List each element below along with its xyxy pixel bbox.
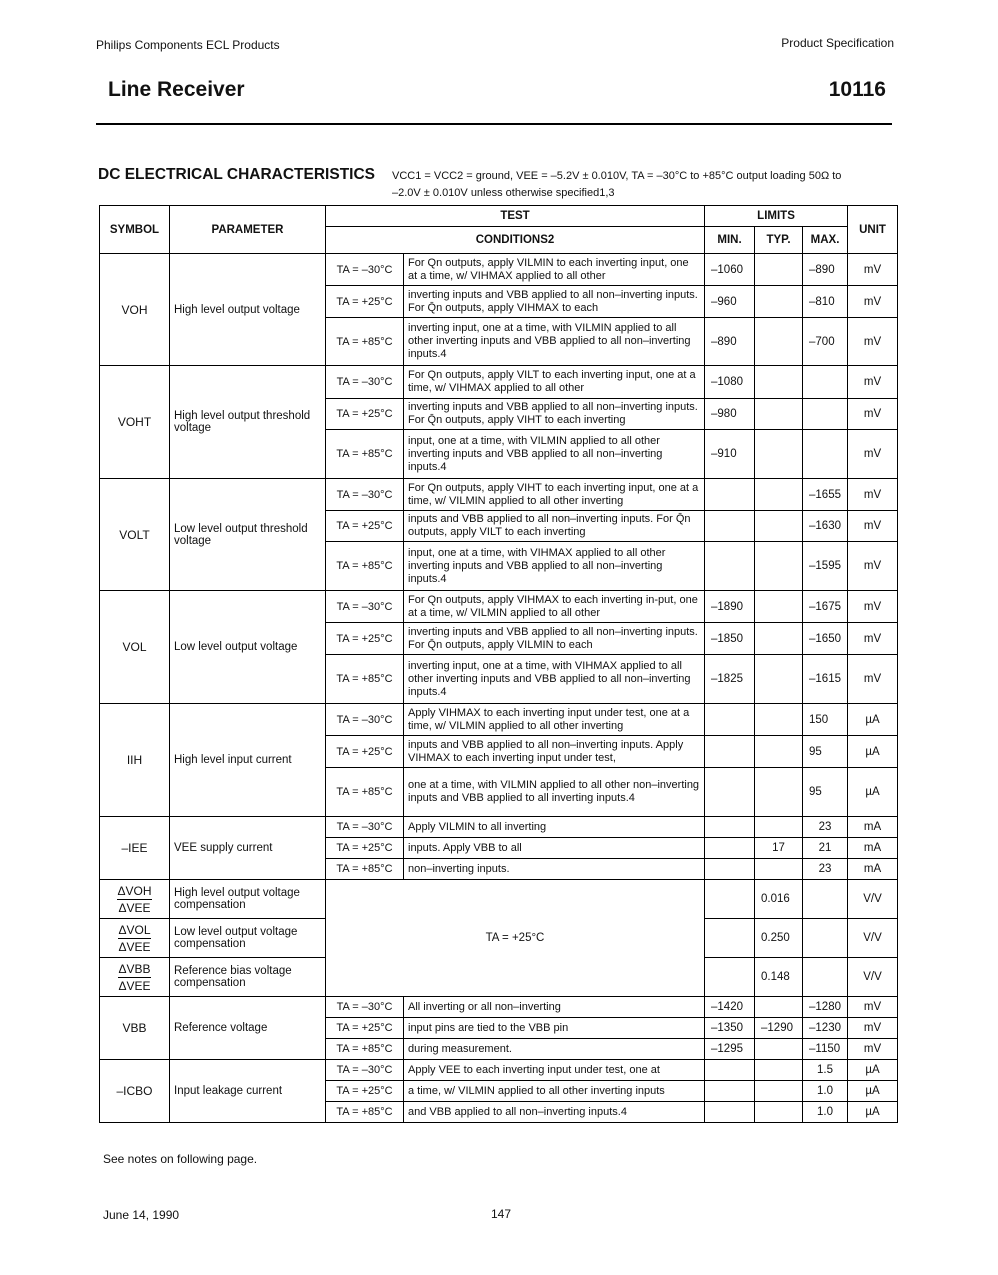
condition-cell: All inverting or all non–inverting <box>404 997 705 1018</box>
condition-cell: input pins are tied to the VBB pin <box>404 1018 705 1039</box>
typ-cell <box>755 817 803 838</box>
document-type: Product Specification <box>781 36 894 50</box>
min-cell <box>705 880 755 919</box>
symbol-iih: IIH <box>100 704 170 817</box>
condition-cell: inverting input, one at a time, with VILMIN applied to all other inverting inputs and VBB applied to all non–inverting inputs.4 <box>404 318 705 366</box>
min-cell <box>705 1081 755 1102</box>
unit-cell: V/V <box>848 880 898 919</box>
temp-cell: TA = +25°C <box>326 838 404 859</box>
parameter-voht: High level output threshold voltage <box>170 366 326 479</box>
condition-cell: For Qn outputs, apply VILT to each inverting input, one at a time, w/ VIHMAX applied to all other <box>404 366 705 399</box>
conditions-line-1: VCC1 = VCC2 = ground, VEE = –5.2V ± 0.010V, TA = –30°C to +85°C output loading 50Ω to <box>392 170 842 182</box>
max-cell: –890 <box>803 254 848 286</box>
part-number: 10116 <box>828 78 886 101</box>
max-cell <box>803 958 848 997</box>
table-row <box>100 817 898 838</box>
unit-cell: mV <box>848 286 898 318</box>
temp-cell: TA = +25°C <box>326 736 404 768</box>
condition-cell: For Qn outputs, apply VIHMAX to each inverting in-put, one at a time, w/ VILMIN applied to all other <box>404 591 705 623</box>
max-cell <box>803 366 848 399</box>
unit-cell: mV <box>848 399 898 430</box>
condition-cell: during measurement. <box>404 1039 705 1060</box>
condition-cell: one at a time, with VILMIN applied to all other non–inverting inputs and VBB applied to all inverting inputs.4 <box>404 768 705 817</box>
condition-cell: inverting inputs and VBB applied to all non–inverting inputs. For Q̄n outputs, apply VILMIN to each <box>404 623 705 655</box>
unit-cell: µA <box>848 704 898 736</box>
max-cell: –1630 <box>803 511 848 542</box>
max-cell: –1595 <box>803 542 848 591</box>
table-row <box>100 1060 898 1081</box>
temp-cell: TA = +25°C <box>326 1018 404 1039</box>
typ-cell <box>755 399 803 430</box>
typ-cell <box>755 366 803 399</box>
temp-cell: TA = –30°C <box>326 817 404 838</box>
unit-cell: µA <box>848 1102 898 1123</box>
condition-cell: non–inverting inputs. <box>404 859 705 880</box>
unit-cell: mV <box>848 997 898 1018</box>
min-cell <box>705 511 755 542</box>
min-cell: –1890 <box>705 591 755 623</box>
unit-cell: mV <box>848 542 898 591</box>
min-cell: –1850 <box>705 623 755 655</box>
symbol-voht: VOHT <box>100 366 170 479</box>
parameter-voh: High level output voltage <box>170 254 326 366</box>
fraction-numerator: ΔVOL <box>118 922 151 937</box>
temp-cell: TA = +85°C <box>326 768 404 817</box>
condition-cell: inputs and VBB applied to all non–inverting inputs. For Q̄n outputs, apply VILT to each inverting <box>404 511 705 542</box>
typ-cell <box>755 1102 803 1123</box>
typ-cell <box>755 542 803 591</box>
unit-cell: mV <box>848 591 898 623</box>
unit-cell: V/V <box>848 919 898 958</box>
typ-cell <box>755 254 803 286</box>
min-cell <box>705 704 755 736</box>
min-cell: –1295 <box>705 1039 755 1060</box>
unit-cell: mA <box>848 817 898 838</box>
parameter-dvoh: High level output voltage compensation <box>170 880 326 919</box>
parameter-iih: High level input current <box>170 704 326 817</box>
condition-cell: a time, w/ VILMIN applied to all other inverting inputs <box>404 1081 705 1102</box>
max-cell <box>803 399 848 430</box>
parameter-iee: VEE supply current <box>170 817 326 880</box>
temp-cell: TA = +85°C <box>326 1039 404 1060</box>
typ-cell <box>755 430 803 479</box>
max-cell: 1.5 <box>803 1060 848 1081</box>
max-cell: –1650 <box>803 623 848 655</box>
typ-cell <box>755 623 803 655</box>
max-cell: –1675 <box>803 591 848 623</box>
unit-cell: µA <box>848 736 898 768</box>
min-cell: –1080 <box>705 366 755 399</box>
symbol-dvol-dvee <box>100 919 170 958</box>
parameter-icbo: Input leakage current <box>170 1060 326 1123</box>
min-cell <box>705 736 755 768</box>
max-cell <box>803 880 848 919</box>
parameter-dvol: Low level output voltage compensation <box>170 919 326 958</box>
condition-cell: inverting inputs and VBB applied to all non–inverting inputs. For Q̄n outputs, apply VIHT to each inverting <box>404 399 705 430</box>
fraction-denominator: ΔVEE <box>118 900 151 915</box>
typ-cell <box>755 1081 803 1102</box>
max-cell: –1655 <box>803 479 848 511</box>
min-cell: –980 <box>705 399 755 430</box>
temp-cell: TA = +25°C <box>326 399 404 430</box>
page-title: Line Receiver <box>108 78 245 101</box>
min-cell: –960 <box>705 286 755 318</box>
unit-cell: mV <box>848 318 898 366</box>
parameter-volt: Low level output threshold voltage <box>170 479 326 591</box>
table-row <box>100 880 898 919</box>
min-cell <box>705 768 755 817</box>
header-conditions: CONDITIONS2 <box>326 227 705 254</box>
max-cell <box>803 919 848 958</box>
header-max: MAX. <box>803 227 848 254</box>
table-row <box>100 366 898 399</box>
min-cell <box>705 817 755 838</box>
unit-cell: mA <box>848 859 898 880</box>
footnote: See notes on following page. <box>103 1152 258 1166</box>
fraction-numerator: ΔVBB <box>118 961 151 976</box>
header-limits: LIMITS <box>705 206 848 227</box>
fraction-numerator: ΔVOH <box>117 883 152 898</box>
symbol-vol: VOL <box>100 591 170 704</box>
condition-cell: For Qn outputs, apply VIHT to each inverting input, one at a time, w/ VILMIN applied to all other inverting <box>404 479 705 511</box>
temp-cell: TA = +85°C <box>326 859 404 880</box>
fraction-denominator: ΔVEE <box>118 939 151 954</box>
min-cell: –1350 <box>705 1018 755 1039</box>
header-unit: UNIT <box>848 206 898 254</box>
symbol-voh: VOH <box>100 254 170 366</box>
symbol-dvoh-dvee <box>100 880 170 919</box>
max-cell: 95 <box>803 768 848 817</box>
typ-cell: 0.016 <box>755 880 803 919</box>
condition-cell: inverting input, one at a time, with VIHMAX applied to all other inverting inputs and VBB applied to all non–inverting inputs.4 <box>404 655 705 704</box>
unit-cell: V/V <box>848 958 898 997</box>
title-rule <box>96 123 892 125</box>
temp-cell: TA = +25°C <box>326 623 404 655</box>
header-parameter: PARAMETER <box>170 206 326 254</box>
temp-cell: TA = –30°C <box>326 997 404 1018</box>
typ-cell <box>755 768 803 817</box>
min-cell: –1060 <box>705 254 755 286</box>
typ-cell <box>755 655 803 704</box>
max-cell: –700 <box>803 318 848 366</box>
min-cell <box>705 859 755 880</box>
table-row <box>100 479 898 511</box>
condition-cell: Apply VILMIN to all inverting <box>404 817 705 838</box>
publish-date: June 14, 1990 <box>103 1208 180 1222</box>
company-name: Philips Components ECL Products <box>96 38 280 52</box>
symbol-icbo: –ICBO <box>100 1060 170 1123</box>
typ-cell <box>755 318 803 366</box>
min-cell <box>705 919 755 958</box>
temp-cell: TA = +85°C <box>326 430 404 479</box>
max-cell: 23 <box>803 859 848 880</box>
condition-cell: Apply VIHMAX to each inverting input under test, one at a time, w/ VILMIN applied to all other inverting <box>404 704 705 736</box>
condition-cell: For Qn outputs, apply VILMIN to each inverting input, one at a time, w/ VIHMAX applied to all other <box>404 254 705 286</box>
header-test: TEST <box>326 206 705 227</box>
unit-cell: mV <box>848 623 898 655</box>
table-row <box>100 997 898 1018</box>
temp-cell: TA = +85°C <box>326 1102 404 1123</box>
max-cell <box>803 430 848 479</box>
dc-characteristics-table <box>99 205 898 1123</box>
typ-cell <box>755 704 803 736</box>
table-row <box>100 254 898 286</box>
min-cell <box>705 479 755 511</box>
table-row <box>100 591 898 623</box>
min-cell: –1825 <box>705 655 755 704</box>
max-cell: 21 <box>803 838 848 859</box>
temp-cell: TA = –30°C <box>326 366 404 399</box>
max-cell: –810 <box>803 286 848 318</box>
max-cell: –1615 <box>803 655 848 704</box>
typ-cell: 0.148 <box>755 958 803 997</box>
symbol-volt: VOLT <box>100 479 170 591</box>
temp-cell: TA = +25°C <box>326 511 404 542</box>
min-cell: –910 <box>705 430 755 479</box>
unit-cell: mV <box>848 479 898 511</box>
header-min: MIN. <box>705 227 755 254</box>
symbol-dvbb-dvee <box>100 958 170 997</box>
typ-cell <box>755 736 803 768</box>
comp-condition: TA = +25°C <box>326 880 705 997</box>
unit-cell: mV <box>848 430 898 479</box>
typ-cell: 17 <box>755 838 803 859</box>
min-cell <box>705 958 755 997</box>
typ-cell <box>755 859 803 880</box>
typ-cell <box>755 511 803 542</box>
header-symbol: SYMBOL <box>100 206 170 254</box>
max-cell: –1230 <box>803 1018 848 1039</box>
symbol-vbb: VBB <box>100 997 170 1060</box>
min-cell: –890 <box>705 318 755 366</box>
temp-cell: TA = –30°C <box>326 479 404 511</box>
page-number: 147 <box>491 1207 512 1221</box>
parameter-vol: Low level output voltage <box>170 591 326 704</box>
unit-cell: mV <box>848 1018 898 1039</box>
unit-cell: µA <box>848 768 898 817</box>
temp-cell: TA = +85°C <box>326 318 404 366</box>
condition-cell: Apply VEE to each inverting input under test, one at <box>404 1060 705 1081</box>
unit-cell: mV <box>848 254 898 286</box>
symbol-iee: –IEE <box>100 817 170 880</box>
temp-cell: TA = +25°C <box>326 286 404 318</box>
unit-cell: mA <box>848 838 898 859</box>
temp-cell: TA = –30°C <box>326 591 404 623</box>
typ-cell: 0.250 <box>755 919 803 958</box>
unit-cell: mV <box>848 655 898 704</box>
min-cell <box>705 1102 755 1123</box>
condition-cell: inputs. Apply VBB to all <box>404 838 705 859</box>
unit-cell: µA <box>848 1060 898 1081</box>
temp-cell: TA = +85°C <box>326 542 404 591</box>
condition-cell: inputs and VBB applied to all non–inverting inputs. Apply VIHMAX to each inverting input under test, <box>404 736 705 768</box>
section-conditions <box>392 168 892 202</box>
temp-cell: TA = –30°C <box>326 1060 404 1081</box>
min-cell <box>705 1060 755 1081</box>
condition-cell: and VBB applied to all non–inverting inputs.4 <box>404 1102 705 1123</box>
header-typ: TYP. <box>755 227 803 254</box>
condition-cell: input, one at a time, with VIHMAX applied to all other inverting inputs and VBB applied to all non–inverting inputs.4 <box>404 542 705 591</box>
max-cell: –1280 <box>803 997 848 1018</box>
max-cell: 150 <box>803 704 848 736</box>
min-cell <box>705 542 755 591</box>
max-cell: –1150 <box>803 1039 848 1060</box>
typ-cell: –1290 <box>755 1018 803 1039</box>
section-title: DC ELECTRICAL CHARACTERISTICS <box>98 166 375 183</box>
temp-cell: TA = –30°C <box>326 254 404 286</box>
unit-cell: mV <box>848 1039 898 1060</box>
conditions-line-2: –2.0V ± 0.010V unless otherwise specified1,3 <box>392 187 615 199</box>
condition-cell: input, one at a time, with VILMIN applied to all other inverting inputs and VBB applied to all non–inverting inputs.4 <box>404 430 705 479</box>
min-cell <box>705 838 755 859</box>
unit-cell: mV <box>848 511 898 542</box>
typ-cell <box>755 1039 803 1060</box>
max-cell: 1.0 <box>803 1102 848 1123</box>
typ-cell <box>755 1060 803 1081</box>
unit-cell: mV <box>848 366 898 399</box>
typ-cell <box>755 286 803 318</box>
condition-cell: inverting inputs and VBB applied to all non–inverting inputs. For Q̄n outputs, apply VIHMAX to each <box>404 286 705 318</box>
typ-cell <box>755 479 803 511</box>
max-cell: 23 <box>803 817 848 838</box>
max-cell: 95 <box>803 736 848 768</box>
temp-cell: TA = –30°C <box>326 704 404 736</box>
unit-cell: µA <box>848 1081 898 1102</box>
parameter-vbb: Reference voltage <box>170 997 326 1060</box>
min-cell: –1420 <box>705 997 755 1018</box>
table-row <box>100 704 898 736</box>
fraction-denominator: ΔVEE <box>118 978 151 993</box>
parameter-dvbb: Reference bias voltage compensation <box>170 958 326 997</box>
typ-cell <box>755 997 803 1018</box>
max-cell: 1.0 <box>803 1081 848 1102</box>
temp-cell: TA = +25°C <box>326 1081 404 1102</box>
typ-cell <box>755 591 803 623</box>
temp-cell: TA = +85°C <box>326 655 404 704</box>
